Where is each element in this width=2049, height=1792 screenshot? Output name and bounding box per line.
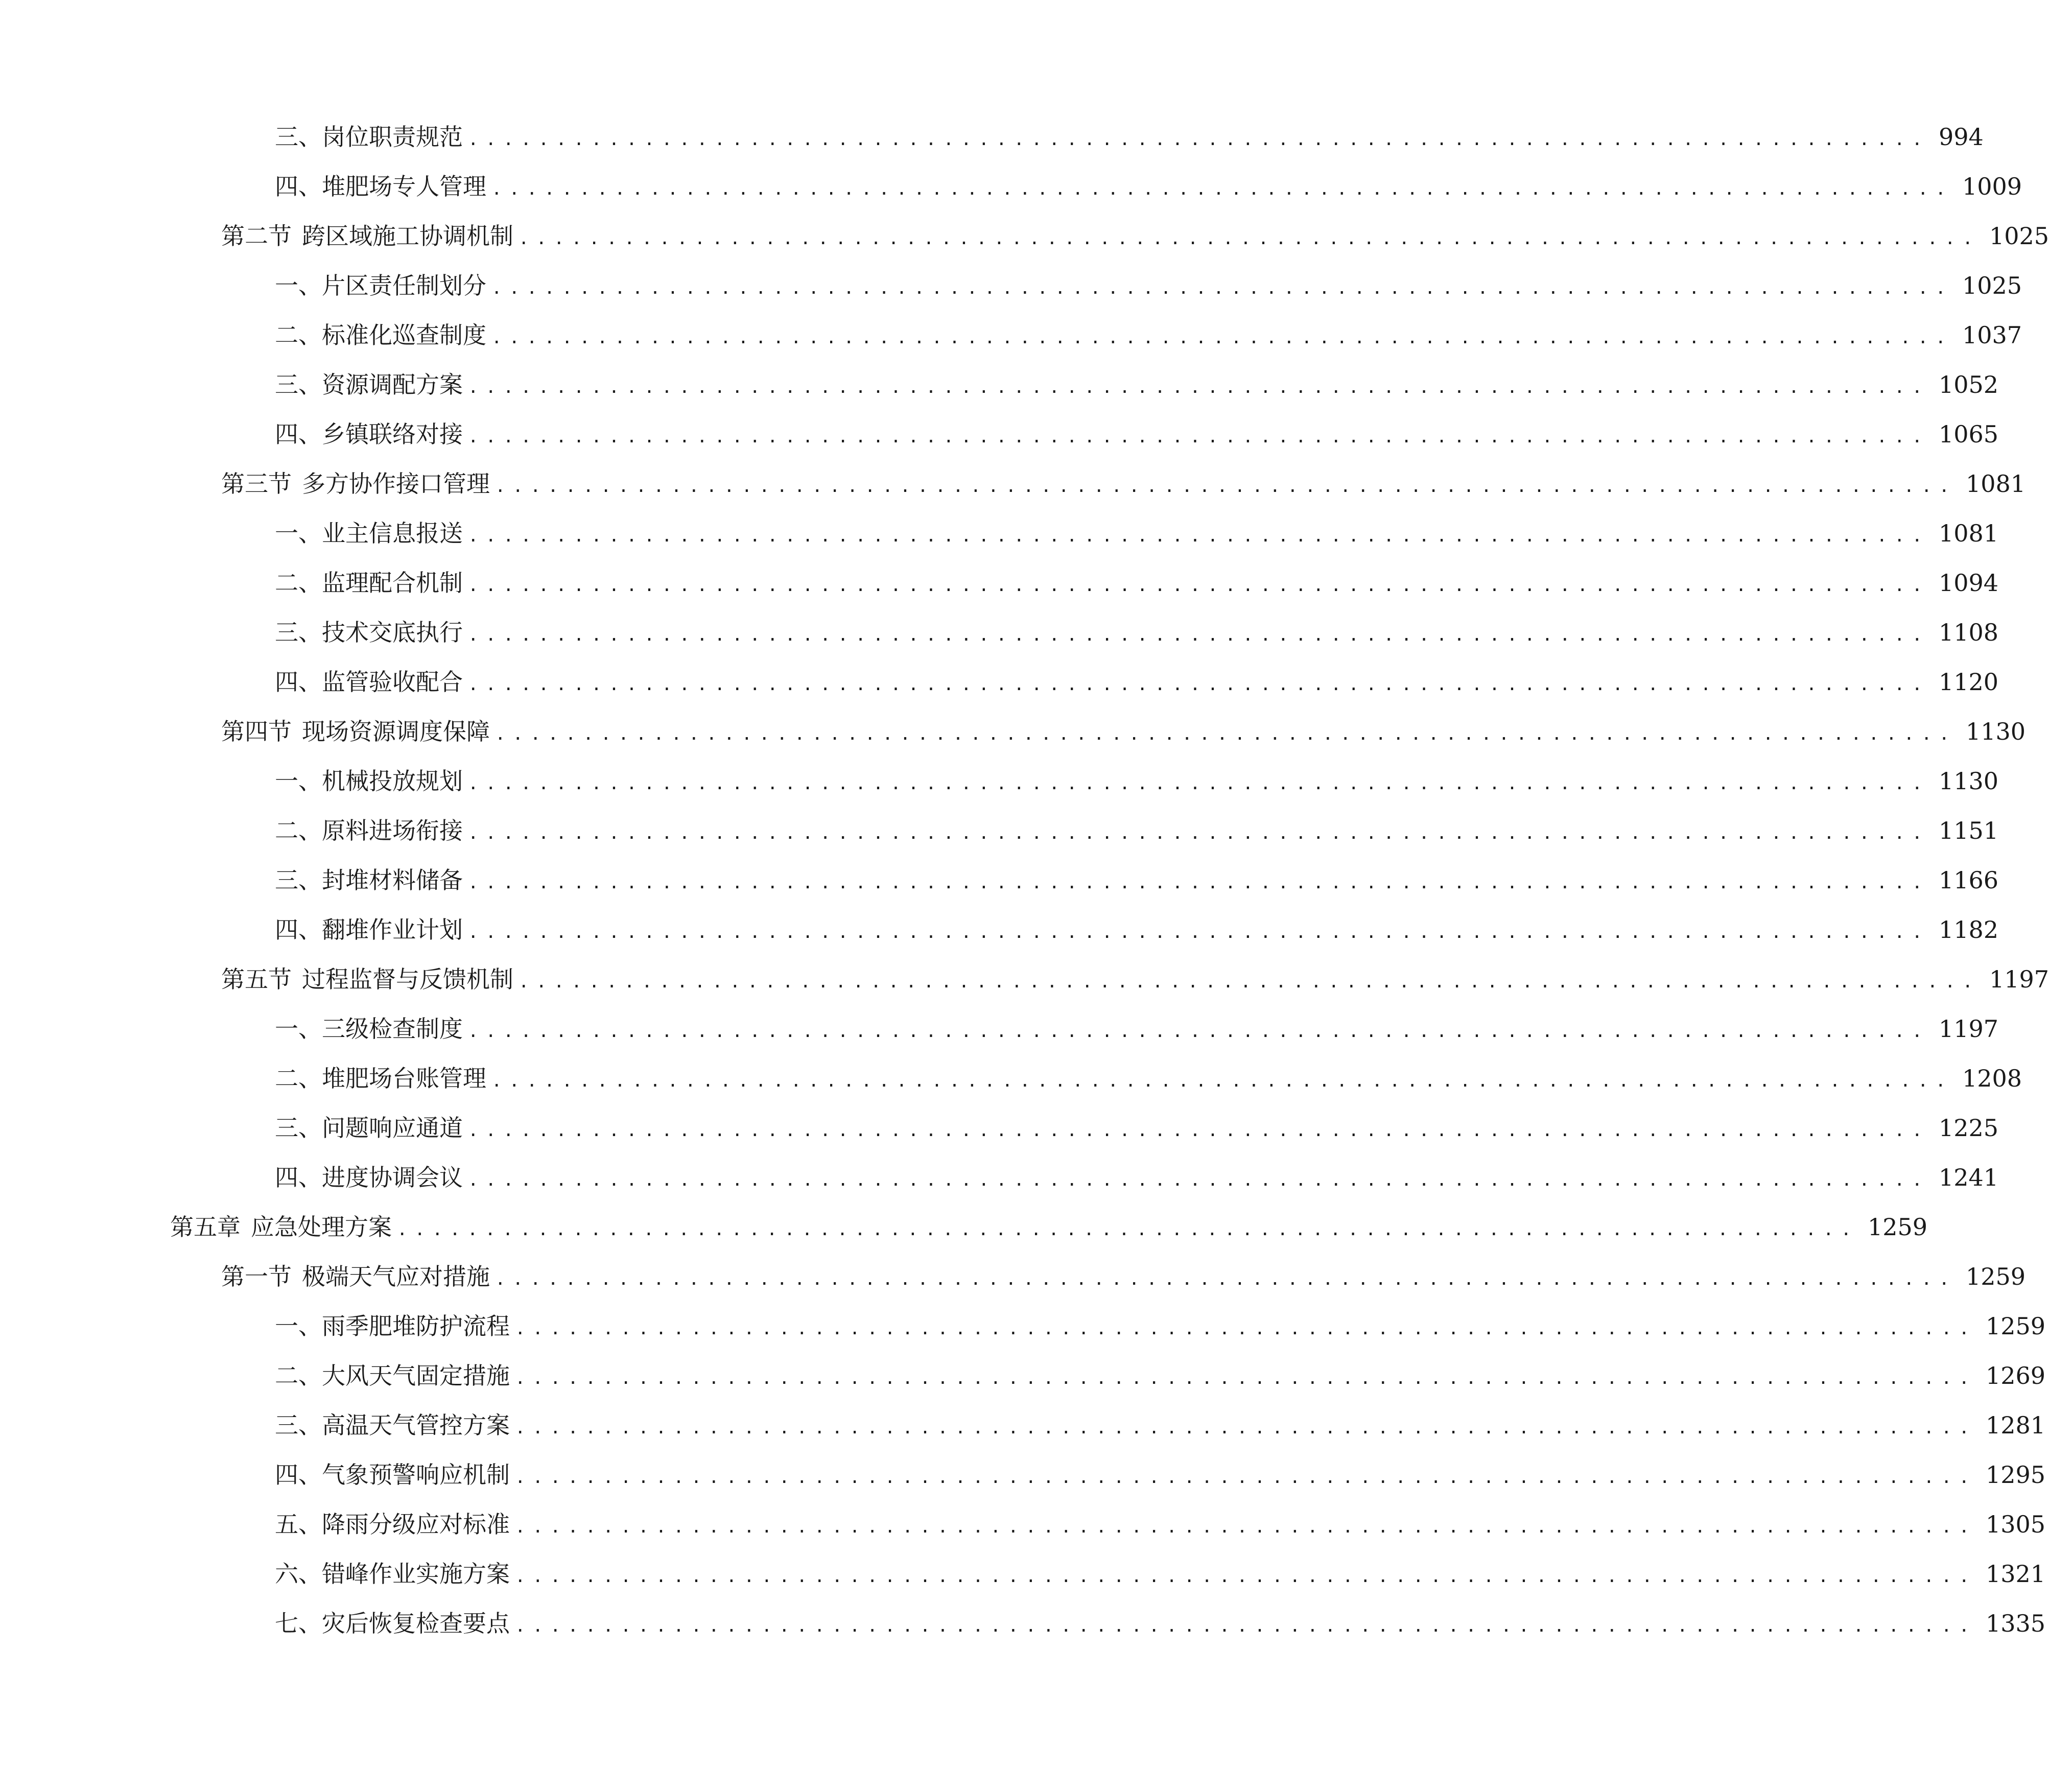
toc-entry-title: 片区责任制划分 bbox=[322, 272, 486, 299]
dot-leader: ................................................................................... bbox=[519, 228, 1980, 249]
toc-entry[interactable] bbox=[0, 1157, 1999, 1198]
toc-entry[interactable] bbox=[0, 612, 1999, 653]
toc-entry-page: 1295 bbox=[1986, 1461, 2046, 1489]
toc-entry[interactable] bbox=[0, 1454, 2046, 1495]
dot-leader: ................................................................................... bbox=[491, 327, 1953, 348]
toc-entry-title: 监管验收配合 bbox=[322, 668, 463, 696]
toc-entry-number: 三、 bbox=[275, 1411, 322, 1439]
dot-leader: ................................................................................... bbox=[491, 278, 1953, 298]
toc-entry[interactable] bbox=[0, 315, 2022, 356]
dot-leader: ................................................................................... bbox=[468, 1021, 1929, 1042]
toc-entry-title: 机械投放规划 bbox=[322, 767, 463, 795]
toc-entry-number: 一、 bbox=[275, 1312, 322, 1340]
toc-section-entry[interactable] bbox=[0, 711, 2026, 752]
toc-section-entry[interactable] bbox=[0, 463, 2026, 504]
toc-section-number: 第三节 bbox=[221, 470, 292, 498]
toc-entry-title: 气象预警响应机制 bbox=[322, 1461, 510, 1489]
toc-entry-page: 994 bbox=[1939, 123, 1984, 151]
toc-entry-number: 四、 bbox=[275, 916, 322, 944]
toc-section-entry[interactable] bbox=[0, 216, 2049, 256]
toc-entry[interactable] bbox=[0, 860, 1999, 901]
toc-section-title: 跨区域施工协调机制 bbox=[302, 222, 513, 250]
toc-section-entry[interactable] bbox=[0, 959, 2049, 1000]
toc-entry-number: 一、 bbox=[275, 1015, 322, 1043]
dot-leader: ................................................................................... bbox=[468, 773, 1929, 794]
toc-entry-title: 监理配合机制 bbox=[322, 569, 463, 597]
toc-entry[interactable] bbox=[0, 1355, 2046, 1396]
toc-entry-title: 乡镇联络对接 bbox=[322, 420, 463, 448]
toc-entry-page: 1182 bbox=[1939, 916, 1999, 944]
toc-entry-page: 1225 bbox=[1939, 1114, 1999, 1142]
toc-section-title: 多方协作接口管理 bbox=[302, 470, 490, 498]
toc-entry-page: 1025 bbox=[1989, 222, 2049, 250]
toc-entry-title: 进度协调会议 bbox=[322, 1164, 463, 1191]
toc-entry-page: 1081 bbox=[1966, 470, 2026, 498]
toc-entry-page: 1321 bbox=[1986, 1560, 2046, 1588]
toc-entry[interactable] bbox=[0, 1107, 1999, 1148]
toc-entry[interactable] bbox=[0, 909, 1999, 950]
dot-leader: ................................................................................... bbox=[468, 674, 1929, 695]
toc-entry-number: 二、 bbox=[275, 817, 322, 844]
toc-chapter-title: 应急处理方案 bbox=[251, 1213, 392, 1241]
toc-section-entry[interactable] bbox=[0, 1256, 2026, 1297]
toc-entry[interactable] bbox=[0, 662, 1999, 702]
toc-entry-number: 二、 bbox=[275, 1065, 322, 1092]
dot-leader: ................................................................................... bbox=[468, 129, 1929, 150]
dot-leader: ................................................................................... bbox=[495, 724, 1957, 744]
toc-entry[interactable] bbox=[0, 810, 1999, 851]
dot-leader: ................................................................................... bbox=[519, 972, 1980, 992]
toc-entry-page: 1151 bbox=[1939, 817, 1999, 844]
toc-entry-number: 三、 bbox=[275, 619, 322, 646]
toc-entry-page: 1197 bbox=[1939, 1015, 1999, 1043]
toc-entry-number: 三、 bbox=[275, 1114, 322, 1142]
toc-entry[interactable] bbox=[0, 1603, 2046, 1644]
toc-entry-page: 1259 bbox=[1966, 1263, 2026, 1290]
toc-entry-page: 1241 bbox=[1939, 1164, 1999, 1191]
toc-entry-number: 五、 bbox=[275, 1511, 322, 1538]
dot-leader: ................................................................................... bbox=[468, 625, 1929, 645]
toc-entry-number: 三、 bbox=[275, 371, 322, 398]
toc-entry-number: 二、 bbox=[275, 569, 322, 597]
toc-entry-number: 四、 bbox=[275, 668, 322, 696]
dot-leader: ................................................................................... bbox=[468, 575, 1929, 596]
toc-chapter-number: 第五章 bbox=[170, 1213, 241, 1241]
dot-leader: ................................................................................... bbox=[468, 922, 1929, 942]
dot-leader: ................................................................................... bbox=[515, 1318, 1976, 1339]
toc-entry-page: 1335 bbox=[1986, 1610, 2046, 1637]
toc-entry-title: 灾后恢复检查要点 bbox=[322, 1610, 510, 1637]
toc-chapter-entry[interactable] bbox=[0, 1207, 1928, 1247]
toc-entry-title: 标准化巡查制度 bbox=[322, 321, 486, 349]
toc-entry[interactable] bbox=[0, 414, 1999, 455]
dot-leader: ................................................................................... bbox=[468, 823, 1929, 843]
toc-entry-number: 四、 bbox=[275, 1164, 322, 1191]
toc-entry-page: 1094 bbox=[1939, 569, 1999, 597]
toc-section-number: 第二节 bbox=[221, 222, 292, 250]
toc-entry-page: 1009 bbox=[1962, 173, 2022, 200]
dot-leader: ................................................................................... bbox=[468, 873, 1929, 893]
toc-entry-title: 原料进场衔接 bbox=[322, 817, 463, 844]
toc-entry-title: 业主信息报送 bbox=[322, 520, 463, 547]
toc-section-number: 第四节 bbox=[221, 718, 292, 745]
toc-entry-number: 四、 bbox=[275, 1461, 322, 1489]
toc-entry-number: 六、 bbox=[275, 1560, 322, 1588]
toc-entry-number: 一、 bbox=[275, 767, 322, 795]
toc-entry-title: 翻堆作业计划 bbox=[322, 916, 463, 944]
toc-entry-title: 堆肥场台账管理 bbox=[322, 1065, 486, 1092]
dot-leader: ................................................................................... bbox=[515, 1616, 1976, 1636]
toc-entry[interactable] bbox=[0, 1405, 2046, 1446]
toc-entry-page: 1025 bbox=[1962, 272, 2022, 299]
dot-leader: ................................................................................... bbox=[397, 1219, 1858, 1240]
toc-entry-title: 技术交底执行 bbox=[322, 619, 463, 646]
toc-entry-page: 1269 bbox=[1986, 1362, 2046, 1389]
toc-entry-title: 高温天气管控方案 bbox=[322, 1411, 510, 1439]
toc-section-number: 第五节 bbox=[221, 965, 292, 993]
toc-entry[interactable] bbox=[0, 1058, 2022, 1099]
dot-leader: ................................................................................... bbox=[495, 476, 1957, 497]
toc-section-title: 过程监督与反馈机制 bbox=[302, 965, 513, 993]
dot-leader: ................................................................................... bbox=[491, 1071, 1953, 1091]
dot-leader: ................................................................................... bbox=[468, 1120, 1929, 1141]
toc-entry-title: 降雨分级应对标准 bbox=[322, 1511, 510, 1538]
toc-entry-number: 二、 bbox=[275, 321, 322, 349]
dot-leader: ................................................................................... bbox=[468, 427, 1929, 447]
dot-leader: ................................................................................... bbox=[515, 1566, 1976, 1587]
toc-entry-page: 1120 bbox=[1939, 668, 1999, 696]
toc-entry-page: 1037 bbox=[1962, 321, 2022, 349]
toc-entry-title: 岗位职责规范 bbox=[322, 123, 463, 151]
dot-leader: ................................................................................... bbox=[495, 1269, 1957, 1289]
toc-entry-page: 1281 bbox=[1986, 1411, 2046, 1439]
toc-entry[interactable] bbox=[0, 562, 1999, 603]
toc-entry[interactable] bbox=[0, 1306, 2046, 1347]
toc-entry-number: 四、 bbox=[275, 420, 322, 448]
dot-leader: ................................................................................... bbox=[468, 377, 1929, 397]
toc-entry-number: 二、 bbox=[275, 1362, 322, 1389]
toc-entry-page: 1305 bbox=[1986, 1511, 2046, 1538]
toc-entry-title: 堆肥场专人管理 bbox=[322, 173, 486, 200]
toc-entry-title: 资源调配方案 bbox=[322, 371, 463, 398]
toc-entry-page: 1197 bbox=[1989, 965, 2049, 993]
toc-entry-page: 1108 bbox=[1939, 619, 1999, 646]
toc-entry-number: 四、 bbox=[275, 173, 322, 200]
toc-entry-page: 1052 bbox=[1939, 371, 1999, 398]
toc-entry-number: 三、 bbox=[275, 866, 322, 894]
toc-entry[interactable] bbox=[0, 513, 1999, 554]
toc-entry[interactable] bbox=[0, 364, 1999, 405]
toc-entry-page: 1130 bbox=[1966, 718, 2026, 745]
toc-entry-title: 错峰作业实施方案 bbox=[322, 1560, 510, 1588]
toc-entry-page: 1259 bbox=[1986, 1312, 2046, 1340]
dot-leader: ................................................................................... bbox=[515, 1368, 1976, 1388]
toc-section-title: 现场资源调度保障 bbox=[302, 718, 490, 745]
toc-entry-number: 一、 bbox=[275, 520, 322, 547]
toc-entry-page: 1065 bbox=[1939, 420, 1999, 448]
dot-leader: ................................................................................... bbox=[468, 526, 1929, 546]
toc-entry-title: 封堆材料储备 bbox=[322, 866, 463, 894]
toc-entry-page: 1130 bbox=[1939, 767, 1999, 795]
toc-entry[interactable] bbox=[0, 1008, 1999, 1049]
toc-entry-page: 1166 bbox=[1939, 866, 1999, 894]
toc-entry-title: 雨季肥堆防护流程 bbox=[322, 1312, 510, 1340]
toc-entry-page: 1081 bbox=[1939, 520, 1999, 547]
dot-leader: ................................................................................... bbox=[515, 1418, 1976, 1438]
toc-section-number: 第一节 bbox=[221, 1263, 292, 1290]
toc-entry[interactable] bbox=[0, 1553, 2046, 1594]
toc-entry-number: 七、 bbox=[275, 1610, 322, 1637]
toc-entry-number: 三、 bbox=[275, 123, 322, 151]
dot-leader: ................................................................................... bbox=[515, 1517, 1976, 1537]
toc-entry-title: 问题响应通道 bbox=[322, 1114, 463, 1142]
toc-entry-number: 一、 bbox=[275, 272, 322, 299]
toc-entry[interactable] bbox=[0, 761, 1999, 801]
dot-leader: ................................................................................... bbox=[468, 1170, 1929, 1190]
dot-leader: ................................................................................... bbox=[491, 179, 1953, 199]
toc-section-title: 极端天气应对措施 bbox=[302, 1263, 490, 1290]
dot-leader: ................................................................................... bbox=[515, 1467, 1976, 1488]
toc-entry[interactable] bbox=[0, 166, 2022, 207]
toc-entry[interactable] bbox=[0, 116, 1984, 157]
toc-entry[interactable] bbox=[0, 1504, 2046, 1545]
toc-entry[interactable] bbox=[0, 265, 2022, 306]
toc-entry-title: 大风天气固定措施 bbox=[322, 1362, 510, 1389]
toc-entry-page: 1259 bbox=[1868, 1213, 1928, 1241]
toc-entry-page: 1208 bbox=[1962, 1065, 2022, 1092]
toc-entry-title: 三级检查制度 bbox=[322, 1015, 463, 1043]
